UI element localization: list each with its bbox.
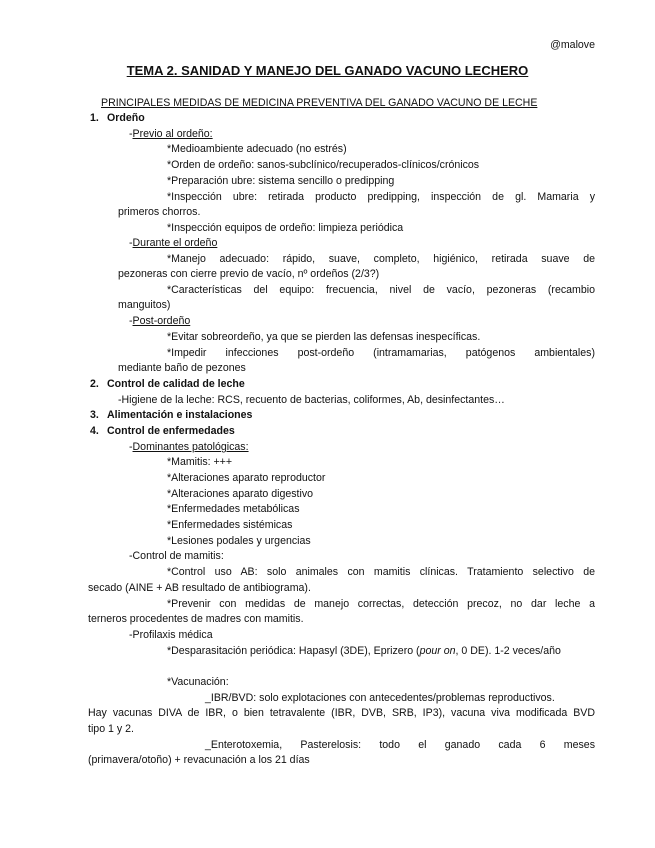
bullet-line: terneros procedentes de madres con mamitis.	[88, 613, 304, 625]
section-title: Control de calidad de leche	[107, 378, 245, 390]
bullet-line: tipo 1 y 2.	[88, 723, 134, 735]
section-title: Alimentación e instalaciones	[107, 409, 253, 421]
bullet-line: pezoneras con cierre previo de vacío, nº ordeños (2/3?)	[118, 268, 380, 280]
author-handle: @malove	[550, 39, 595, 51]
bullet-line: (primavera/otoño) + revacunación a los 21 días	[88, 754, 310, 766]
subsection-heading: -Control de mamitis:	[129, 550, 224, 562]
section-heading	[90, 423, 235, 439]
text-fragment: , 0 DE). 1-2 veces/año	[455, 645, 561, 657]
bullet-line: mediante baño de pezones	[118, 362, 246, 374]
subsection-heading: - Durante el ordeño	[129, 235, 217, 251]
bullet-line: primeros chorros.	[118, 206, 201, 218]
bullet-line: *Preparación ubre: sistema sencillo o predipping	[167, 175, 395, 187]
text-fragment: *Desparasitación periódica: Hapasyl (3DE), Eprizero (	[167, 645, 420, 657]
subsection-heading: - Dominantes patológicas:	[129, 439, 249, 455]
bullet-line: *Inspección ubre: retirada producto predipping, inspección de gl. Mamaria y	[167, 191, 595, 203]
bullet-line: *Evitar sobreordeño, ya que se pierden las defensas inespecíficas.	[167, 331, 481, 343]
subsection-heading: - Post-ordeño	[129, 313, 190, 329]
bullet-line: *Control uso AB: solo animales con mamitis clínicas. Tratamiento selectivo de	[167, 566, 595, 578]
italic-term: pour on	[419, 645, 456, 657]
bullet-line: *Orden de ordeño: sanos-subclínico/recuperados-clínicos/crónicos	[167, 159, 480, 171]
bullet-line: *Enfermedades sistémicas	[167, 519, 293, 531]
bullet-line: *Mamitis: +++	[167, 456, 233, 468]
section-number: 1.	[90, 112, 99, 124]
bullet-line: *Prevenir con medidas de manejo correctas, detección precoz, no dar leche a	[167, 598, 595, 610]
bullet-line: *Enfermedades metabólicas	[167, 503, 300, 515]
section-number: 4.	[90, 425, 99, 437]
section-heading	[90, 376, 245, 392]
bullet-line: *Vacunación:	[167, 676, 229, 688]
bullet-line: secado (AINE + AB resultado de antibiograma).	[88, 582, 311, 594]
subsection-heading: - Previo al ordeño:	[129, 126, 213, 142]
bullet-line: *Inspección equipos de ordeño: limpieza periódica	[167, 222, 404, 234]
bullet-line: manguitos)	[118, 299, 171, 311]
bullet-line	[167, 643, 561, 659]
section-number: 2.	[90, 378, 99, 390]
bullet-line: *Manejo adecuado: rápido, suave, completo, higiénico, retirada suave de	[167, 253, 595, 265]
bullet-line: _IBR/BVD: solo explotaciones con antecedentes/problemas reproductivos.	[205, 692, 555, 704]
bullet-line: Hay vacunas DIVA de IBR, o bien tetravalente (IBR, DVB, SRB, IP3), vacuna viva modificada BVD	[88, 707, 595, 719]
bullet-line: *Lesiones podales y urgencias	[167, 535, 311, 547]
bullet-line: *Medioambiente adecuado (no estrés)	[167, 143, 347, 155]
section-heading	[90, 110, 145, 126]
bullet-line: *Alteraciones aparato digestivo	[167, 488, 314, 500]
section-heading	[90, 407, 253, 423]
section-subtitle: PRINCIPALES MEDIDAS DE MEDICINA PREVENTIVA DEL GANADO VACUNO DE LECHE	[101, 97, 538, 109]
subsection-heading: -Profilaxis médica	[129, 629, 213, 641]
body-line: -Higiene de la leche: RCS, recuento de bacterias, coliformes, Ab, desinfectantes…	[118, 394, 505, 406]
section-number: 3.	[90, 409, 99, 421]
section-title: Ordeño	[107, 112, 145, 124]
bullet-line: *Alteraciones aparato reproductor	[167, 472, 326, 484]
page-title: TEMA 2. SANIDAD Y MANEJO DEL GANADO VACUNO LECHERO	[126, 63, 529, 78]
bullet-line: _Enterotoxemia, Pasterelosis: todo el ganado cada 6 meses	[205, 739, 595, 751]
section-title: Control de enfermedades	[107, 425, 235, 437]
bullet-line: *Impedir infecciones post-ordeño (intramamarias, patógenos ambientales)	[167, 347, 595, 359]
bullet-line: *Características del equipo: frecuencia, nivel de vacío, pezoneras (recambio	[167, 284, 595, 296]
